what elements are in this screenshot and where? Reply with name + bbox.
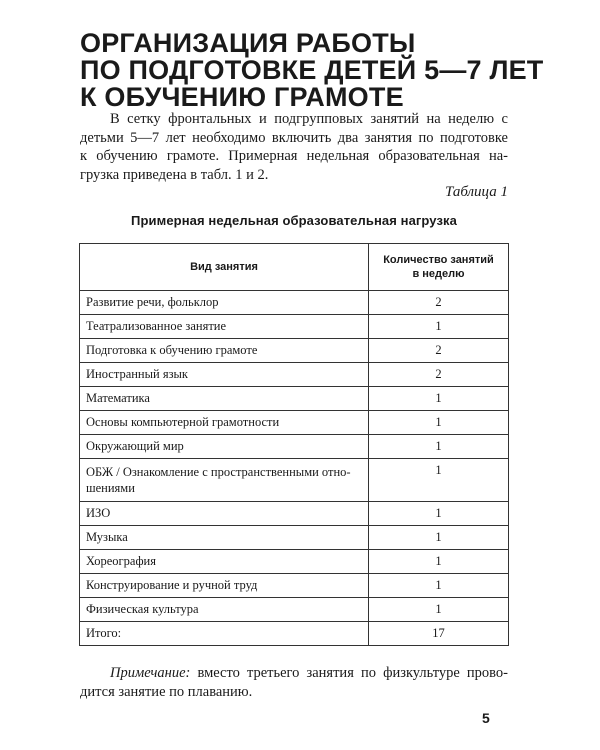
column-header-activity: Вид занятия bbox=[80, 244, 369, 291]
column-header-count-line: Количество занятий bbox=[383, 254, 494, 266]
count-cell: 2 bbox=[369, 363, 509, 387]
table-row bbox=[80, 387, 509, 411]
table-row bbox=[80, 339, 509, 363]
count-cell: 1 bbox=[369, 411, 509, 435]
count-cell: 2 bbox=[369, 291, 509, 315]
activity-cell-line: шениями bbox=[86, 481, 135, 495]
activity-cell: Окружающий мир bbox=[80, 435, 369, 459]
table-row bbox=[80, 598, 509, 622]
activity-cell: Развитие речи, фольклор bbox=[80, 291, 369, 315]
table-total-row bbox=[80, 622, 509, 646]
table-row bbox=[80, 502, 509, 526]
title-line: ПО ПОДГОТОВКЕ ДЕТЕЙ 5—7 ЛЕТ bbox=[80, 55, 544, 85]
count-cell: 1 bbox=[369, 526, 509, 550]
intro-line: грузка приведена в табл. 1 и 2. bbox=[80, 166, 269, 183]
column-header-count-line: в неделю bbox=[412, 268, 465, 280]
table-header-row bbox=[80, 244, 509, 291]
note-text: вместо третьего занятия по физкультуре прово- bbox=[190, 665, 508, 681]
table-row bbox=[80, 550, 509, 574]
total-label-cell: Итого: bbox=[80, 622, 369, 646]
note-line bbox=[80, 664, 508, 683]
activity-cell bbox=[80, 459, 369, 502]
title-line: К ОБУЧЕНИЮ ГРАМОТЕ bbox=[80, 82, 404, 112]
note-paragraph bbox=[80, 664, 508, 701]
total-count-cell: 17 bbox=[369, 622, 509, 646]
intro-line: к обучению грамоте. Примерная недельная образовательная на- bbox=[80, 148, 508, 164]
activity-cell: Основы компьютерной грамотности bbox=[80, 411, 369, 435]
activity-cell: Подготовка к обучению грамоте bbox=[80, 339, 369, 363]
activity-cell-line: ОБЖ / Ознакомление с пространственными отно- bbox=[86, 465, 351, 479]
intro-line: детьми 5—7 лет необходимо включить два занятия по подготовке bbox=[80, 129, 508, 146]
table-row bbox=[80, 291, 509, 315]
activity-cell: Хореография bbox=[80, 550, 369, 574]
table-row bbox=[80, 526, 509, 550]
activity-cell: Математика bbox=[80, 387, 369, 411]
count-cell: 1 bbox=[369, 459, 509, 502]
column-header-count bbox=[369, 244, 509, 291]
weekly-load-table bbox=[79, 243, 509, 646]
count-cell: 1 bbox=[369, 435, 509, 459]
intro-paragraph bbox=[80, 110, 508, 184]
note-label: Примечание: bbox=[110, 665, 191, 681]
count-cell: 1 bbox=[369, 598, 509, 622]
activity-cell: Иностранный язык bbox=[80, 363, 369, 387]
count-cell: 1 bbox=[369, 387, 509, 411]
page-title bbox=[80, 30, 550, 111]
count-cell: 1 bbox=[369, 315, 509, 339]
activity-cell: Физическая культура bbox=[80, 598, 369, 622]
activity-cell: Музыка bbox=[80, 526, 369, 550]
table-row bbox=[80, 315, 509, 339]
table-row bbox=[80, 363, 509, 387]
table-row bbox=[80, 435, 509, 459]
table-row bbox=[80, 411, 509, 435]
count-cell: 2 bbox=[369, 339, 509, 363]
note-line: дится занятие по плаванию. bbox=[80, 683, 253, 700]
intro-line: В сетку фронтальных и подгрупповых занятий на неделю с bbox=[110, 111, 508, 127]
count-cell: 1 bbox=[369, 550, 509, 574]
count-cell: 1 bbox=[369, 502, 509, 526]
table-row bbox=[80, 574, 509, 598]
activity-cell: Театрализованное занятие bbox=[80, 315, 369, 339]
page-number: 5 bbox=[482, 710, 490, 726]
table-row bbox=[80, 459, 509, 502]
count-cell: 1 bbox=[369, 574, 509, 598]
activity-cell: ИЗО bbox=[80, 502, 369, 526]
table-caption: Примерная недельная образовательная нагрузка bbox=[131, 213, 457, 228]
title-line: ОРГАНИЗАЦИЯ РАБОТЫ bbox=[80, 28, 416, 58]
table-label: Таблица 1 bbox=[445, 184, 508, 200]
activity-cell: Конструирование и ручной труд bbox=[80, 574, 369, 598]
